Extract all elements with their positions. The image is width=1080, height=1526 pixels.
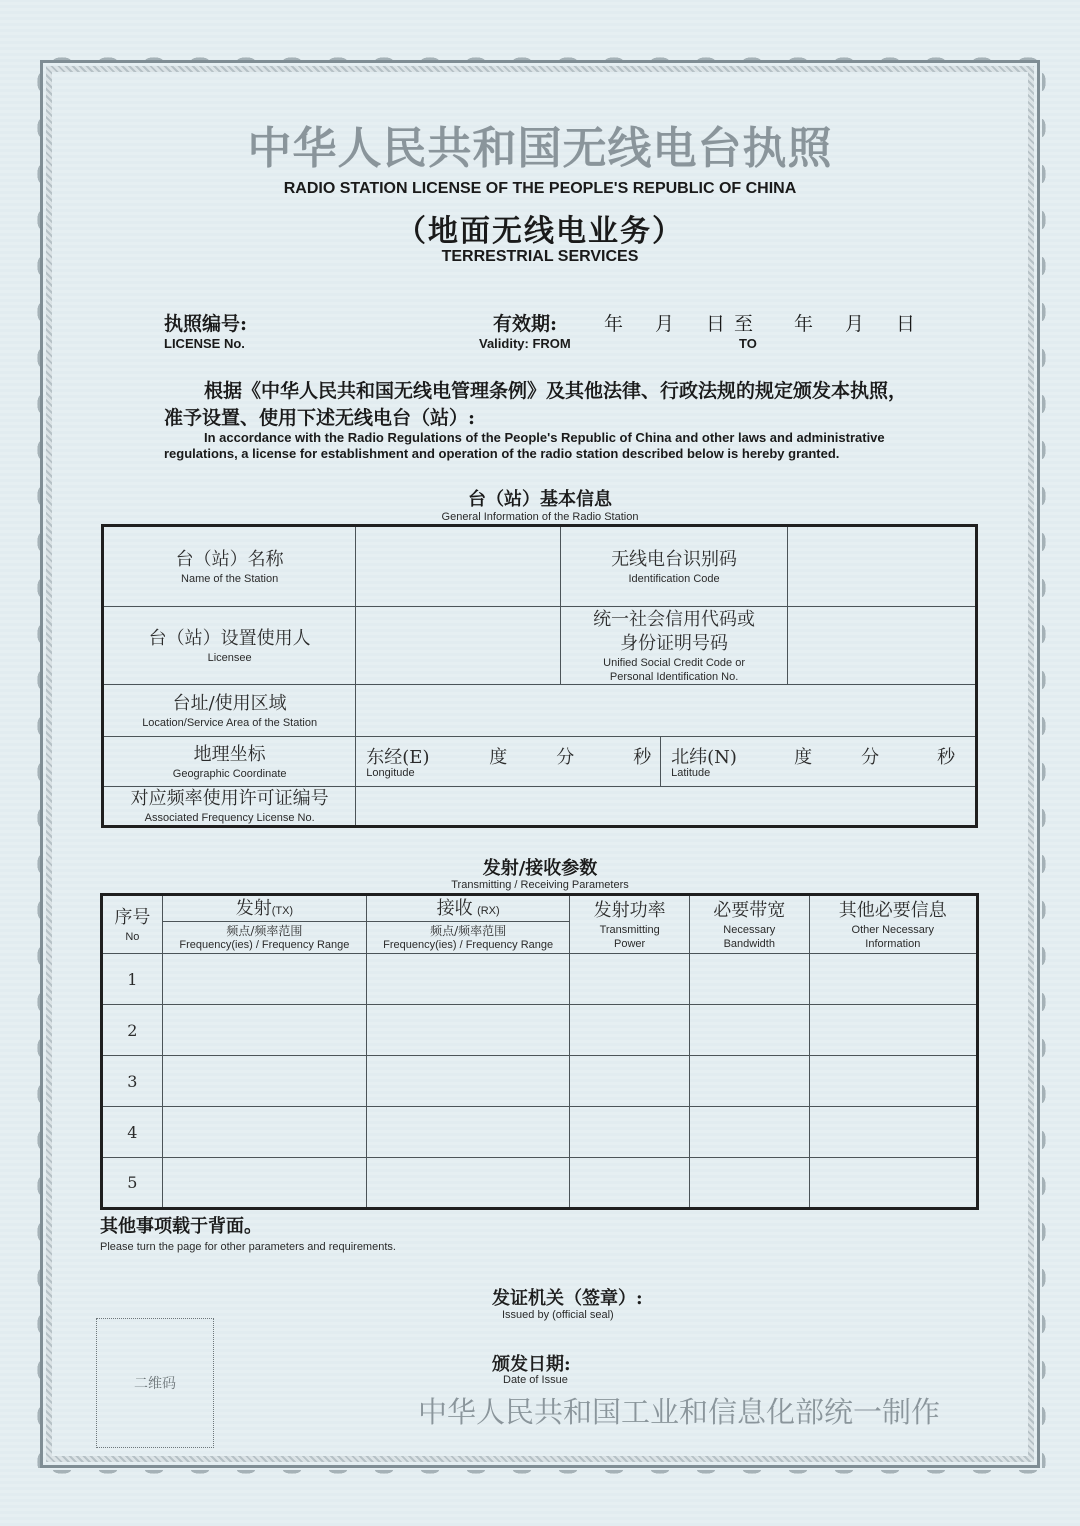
preamble-en-line2: regulations, a license for establishment and operation of the radio station described below is hereby granted. [164,446,840,461]
params-title-cn: 发射/接收参数 [482,858,598,879]
power-field[interactable] [570,1005,690,1056]
preamble-cn-line1: 根据《中华人民共和国无线电管理条例》及其他法律、行政法规的规定颁发本执照， [204,380,908,402]
row-coordinate [103,737,977,787]
tx-freq-field[interactable] [162,1005,366,1056]
rx-freq-field[interactable] [367,1107,570,1158]
longitude-field[interactable] [356,737,661,787]
longitude-second-label: 秒 [633,747,652,768]
qr-code-label: 二维码 [134,1376,176,1392]
general-info-title-cn: 台（站）基本信息 [468,489,612,510]
coordinate-label: 地理坐标 Geographic Coordinate [103,737,356,787]
latitude-field[interactable] [661,737,977,787]
power-field[interactable] [570,1056,690,1107]
credit-code-label: 统一社会信用代码或 身份证明号码 Unified Social Credit Code or Personal Identification No. [561,607,787,685]
power-field[interactable] [570,1158,690,1209]
decorative-border-bottom [40,1470,1040,1482]
preamble-en-line1: In accordance with the Radio Regulations of the People's Republic of China and other laws and administrative [204,430,885,445]
other-info-field[interactable] [809,1158,977,1209]
issue-date-label-en: Date of Issue [503,1374,568,1386]
table-row [102,1005,978,1056]
location-field[interactable] [356,685,977,737]
row-location [103,685,977,737]
latitude-second-label: 秒 [937,747,956,768]
tx-freq-field[interactable] [162,954,366,1005]
id-code-field[interactable] [787,526,976,607]
row-licensee [103,607,977,685]
params-header-row-1 [102,895,978,922]
to-year-label: 年 [794,313,814,335]
licensee-label: 台（站）设置使用人 Licensee [103,607,356,685]
other-info-field[interactable] [809,1005,977,1056]
header-power: 发射功率 Transmitting Power [570,895,690,954]
decorative-border-right [1042,60,1054,1468]
tx-freq-field[interactable] [162,1107,366,1158]
issuer-label-en: Issued by (official seal) [502,1309,614,1321]
latitude-minute-label: 分 [861,747,880,768]
issuer-label-cn: 发证机关（签章）: [492,1288,643,1309]
to-month-label: 月 [845,313,865,335]
header-rx-freq: 频点/频率范围 Frequency(ies) / Frequency Range [367,922,570,954]
tx-freq-field[interactable] [162,1158,366,1209]
document-title-en: RADIO STATION LICENSE OF THE PEOPLE'S REPUBLIC OF CHINA [283,180,797,197]
licensee-field[interactable] [356,607,561,685]
header-tx-freq: 频点/频率范围 Frequency(ies) / Frequency Range [162,922,366,954]
table-row [102,1107,978,1158]
latitude-degree-label: 度 [794,747,813,768]
longitude-degree-label: 度 [489,747,508,768]
power-field[interactable] [570,954,690,1005]
from-month-label: 月 [655,313,675,335]
preamble-cn-line2: 准予设置、使用下述无线电台（站）: [164,407,476,429]
power-field[interactable] [570,1107,690,1158]
note-cn: 其他事项载于背面。 [100,1216,262,1237]
row-number: 4 [102,1107,163,1158]
longitude-minute-label: 分 [556,747,575,768]
longitude-label-cn: 东经(E) [366,747,430,768]
id-code-label: 无线电台识别码 Identification Code [561,526,787,607]
row-station-name [103,526,977,607]
row-freq-license [103,787,977,827]
params-table [100,893,979,1210]
general-info-table [101,524,978,828]
to-label-en: TO [739,336,757,351]
from-day-label: 日 [706,313,726,335]
other-info-field[interactable] [809,954,977,1005]
bandwidth-field[interactable] [689,1107,809,1158]
row-number: 5 [102,1158,163,1209]
table-row [102,1158,978,1209]
latitude-label-en: Latitude [671,767,711,779]
license-no-field[interactable] [260,309,460,333]
header-bandwidth: 必要带宽 Necessary Bandwidth [689,895,809,954]
other-info-field[interactable] [809,1056,977,1107]
freq-license-label: 对应频率使用许可证编号 Associated Frequency License No. [103,787,356,827]
station-name-field[interactable] [356,526,561,607]
table-row [102,1056,978,1107]
credit-code-field[interactable] [787,607,976,685]
qr-code-placeholder [96,1318,214,1448]
bandwidth-field[interactable] [689,1005,809,1056]
freq-license-field[interactable] [356,787,977,827]
header-tx: 发射(TX) [162,895,366,922]
header-no: 序号 No [102,895,163,954]
rx-freq-field[interactable] [367,954,570,1005]
preamble-cn [164,378,924,432]
tx-freq-field[interactable] [162,1056,366,1107]
note-en: Please turn the page for other parameters and requirements. [100,1241,396,1253]
to-label-cn: 至 [734,313,754,335]
general-info-title-en: General Information of the Radio Station [441,511,639,523]
rx-freq-field[interactable] [367,1005,570,1056]
latitude-label-cn: 北纬(N) [671,747,737,768]
params-title-en: Transmitting / Receiving Parameters [451,879,629,891]
document-subtitle-en: TERRESTRIAL SERVICES [441,248,639,265]
license-no-label-en: LICENSE No. [164,336,245,351]
issue-date-label-cn: 颁发日期: [492,1354,571,1375]
validity-label-cn: 有效期: [493,313,558,335]
issuing-authority-imprint: 中华人民共和国工业和信息化部统一制作 [418,1395,941,1429]
longitude-label-en: Longitude [366,767,415,779]
to-day-label: 日 [896,313,916,335]
other-info-field[interactable] [809,1107,977,1158]
preamble-en [164,430,934,462]
bandwidth-field[interactable] [689,1158,809,1209]
document-subtitle-cn: （地面无线电业务） [396,214,684,249]
table-row [102,954,978,1005]
validity-label-en: Validity: FROM [479,336,571,351]
location-label: 台址/使用区域 Location/Service Area of the Station [103,685,356,737]
header-rx: 接收 (RX) [367,895,570,922]
rx-freq-field[interactable] [367,1056,570,1107]
row-number: 3 [102,1056,163,1107]
license-no-label-cn: 执照编号: [164,313,248,335]
station-name-label: 台（站）名称 Name of the Station [103,526,356,607]
rx-freq-field[interactable] [367,1158,570,1209]
bandwidth-field[interactable] [689,1056,809,1107]
from-year-label: 年 [604,313,624,335]
row-number: 2 [102,1005,163,1056]
document-title-cn: 中华人民共和国无线电台执照 [247,123,833,174]
header-other: 其他必要信息 Other Necessary Information [809,895,977,954]
bandwidth-field[interactable] [689,954,809,1005]
row-number: 1 [102,954,163,1005]
